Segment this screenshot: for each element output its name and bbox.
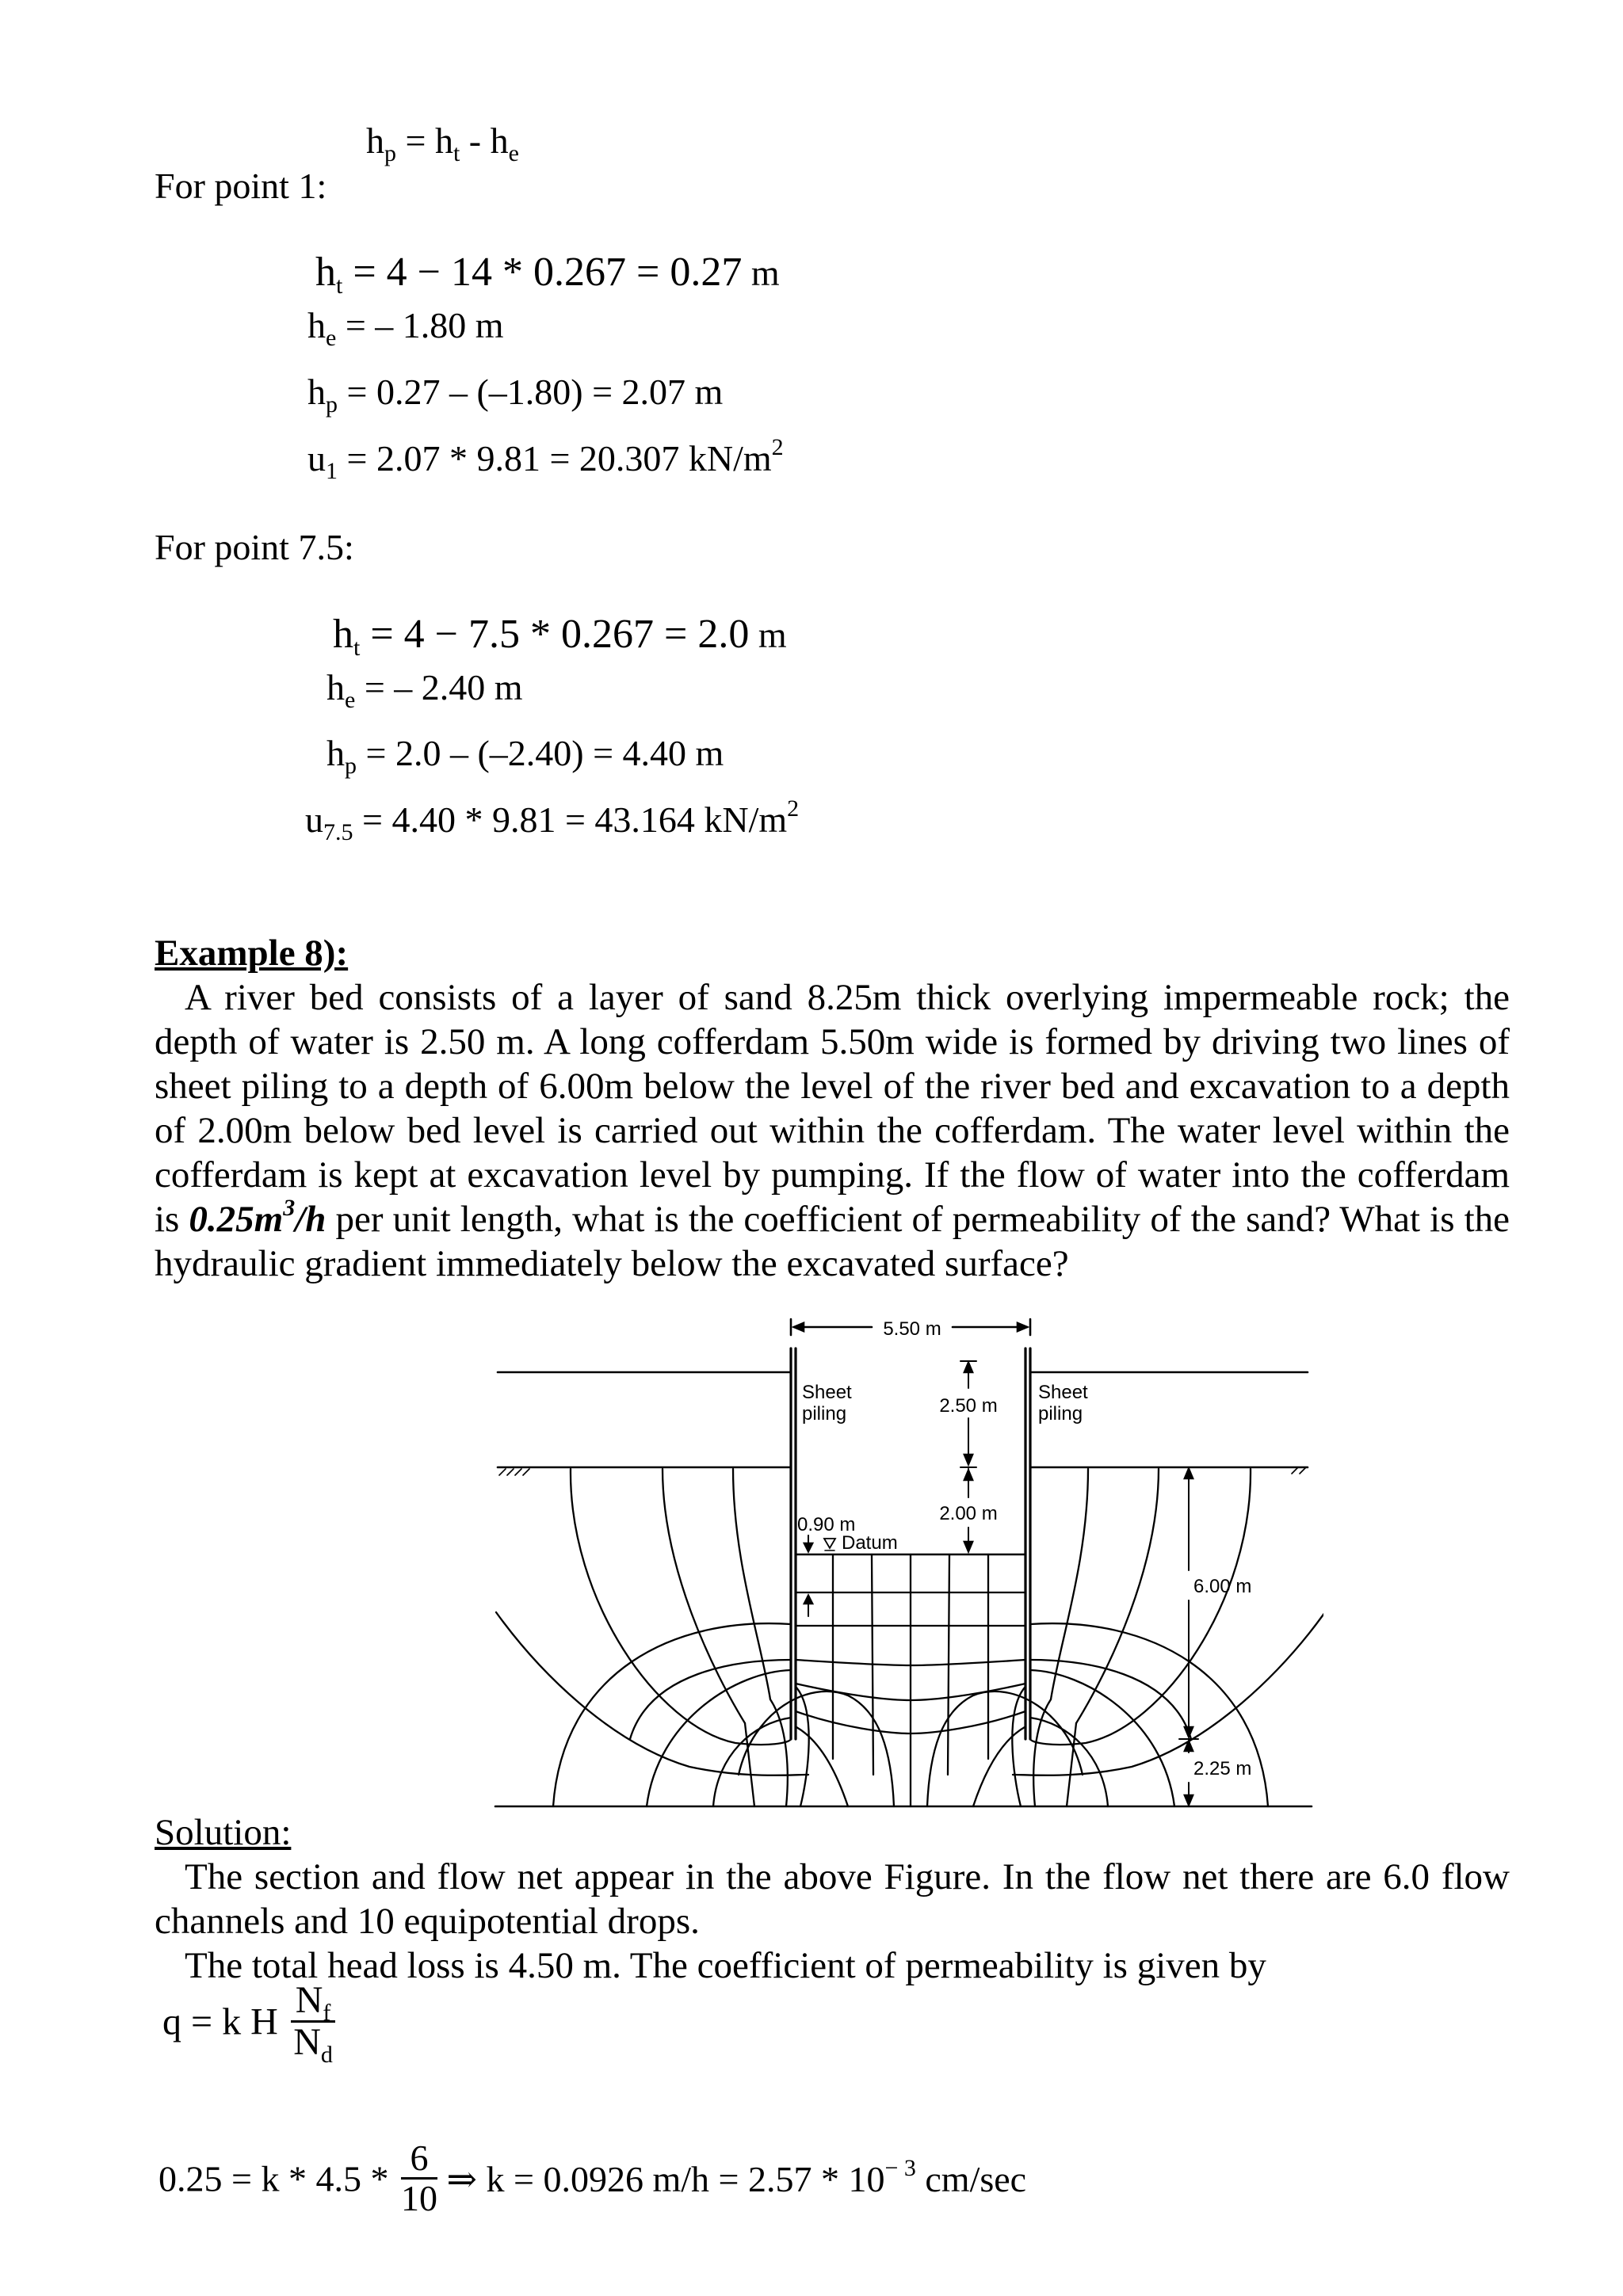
- p1-u-equation: $u_1 = 2.07 * 9.81 = 20.307$ $kN/m^2$: [307, 434, 784, 484]
- p75-hp-equation: $h_p = 2.0 - (-2.40) = 4.40$ m: [327, 733, 724, 779]
- solution-heading: Solution:: [155, 1812, 292, 1853]
- below-pile-label: 2.25 m: [1193, 1758, 1252, 1779]
- solution-text-2: The total head loss is 4.50 m. The coefficient of permeability is given by: [185, 1945, 1266, 1986]
- p1-he-equation: $h_e$ = – 1.80 m: [307, 305, 504, 351]
- p75-ht-equation: $h_t = 4 - 7.5 * 0.267 = 2.0$ m: [333, 612, 787, 661]
- p1-ht-equation: $h_t = 4 - 14 * 0.267 = 0.27$ m: [315, 250, 780, 299]
- datum-label: Datum: [842, 1532, 898, 1554]
- p1-hp-equation: $h_p = 0.27 - (-1.80) = 2.07$ m: [307, 372, 724, 418]
- sheet-piling-left-label-1: Sheet: [802, 1382, 852, 1403]
- water-depth-label: 2.50 m: [939, 1395, 998, 1417]
- example-heading: Example 8):: [155, 933, 349, 974]
- pile-depth-label: 6.00 m: [1193, 1576, 1252, 1597]
- cofferdam-flow-net-figure: [475, 1299, 1323, 1822]
- example-section: [155, 931, 1510, 1286]
- sheet-piling-left-label-2: piling: [802, 1403, 847, 1425]
- width-dimension-label: 5.50 m: [883, 1318, 941, 1340]
- permeability-formula: q = k H $\frac{N_f}{N_d}$: [162, 1981, 335, 2063]
- hp-definition: $h_p = h_t - h_e$: [366, 120, 519, 166]
- example-problem-text: A river bed consists of a layer of sand 8.25m thick overlying impermeable rock; the depth of water is 2.50 m. A long cofferdam 5.50m wide is formed by driving two lines of sheet piling to a depth of 6.00m below the level of the river bed and excavation to a depth of 2.00m below bed level is carried out within the cofferdam. The water level within the cofferdam is kept at excavation level by pumping. If the flow of water into the cofferdam is $0.25m^3/h$ per unit length, what is the coefficient of permeability of the sand? What is the hydraulic gradient immediately below the excavated surface?: [155, 977, 1510, 1284]
- sheet-piling-right-label-1: Sheet: [1038, 1382, 1088, 1403]
- excavation-depth-label: 2.00 m: [939, 1503, 998, 1524]
- sheet-piling-right-label-2: piling: [1038, 1403, 1083, 1425]
- point75-label: For point 7.5:: [155, 527, 354, 567]
- p75-u-equation: $u_{7.5} = 4.40 * 9.81 = 43.164$ $kN/m^2$: [305, 795, 800, 845]
- solution-text-1: The section and flow net appear in the above Figure. In the flow net there are 6.0 flow channels and 10 equipotential drops.: [155, 1856, 1510, 1942]
- permeability-calculation: 0.25 = k * 4.5 * $\frac{6}{10}$ ⇒ k = 0.0926 $m/h = 2.57 * 10^{- 3}$ cm/sec: [158, 2138, 1027, 2219]
- p75-he-equation: $h_e$ = – 2.40 m: [327, 667, 523, 713]
- offset-label: 0.90 m: [797, 1514, 856, 1535]
- point1-label: For point 1:: [155, 166, 327, 206]
- solution-section: [155, 1810, 1510, 1988]
